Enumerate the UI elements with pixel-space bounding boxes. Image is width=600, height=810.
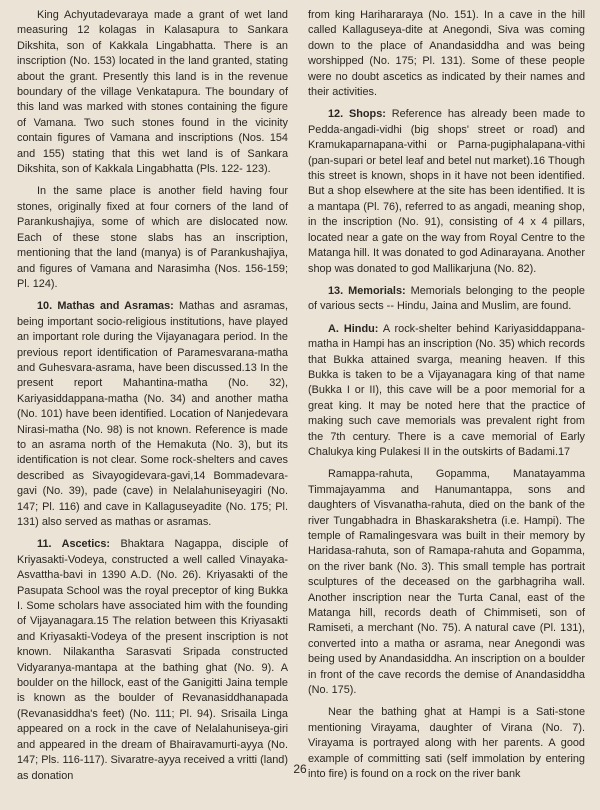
paragraph <box>17 537 288 784</box>
paragraph-text: Near the bathing ghat at Hampi is a Sati-stone mentioning Virayama, daughter of Virana (No. 7). Virayama is portrayed along with her parents. A good example of committing sati (self immolation by entering into fire) is found on a rock on the river bank <box>308 706 585 781</box>
paragraph <box>308 107 585 276</box>
left-column <box>17 8 288 791</box>
paragraph-text: King Achyutadevaraya made a grant of wet land measuring 12 kolagas in Kalasapura to Sankara Dikshita, son of Kakkala Lingabhatta. There is an inscription (No. 153) located in the land granted, stating about the grant. Presently this land is in the revenue boundary of the village Venkatapura. The boundary of this land was marked with stones containing the figure of Vamana. Two such stones found in the vicinity contain figures of Vamana and inscriptions (Nos. 154 and 155) stating that this wet land is of Sankara Dikshita, son of Kakkala Lingabhatta (Pls. 122- 123). <box>17 9 288 176</box>
section-heading: 13. Memorials: <box>328 284 406 297</box>
paragraph <box>308 8 585 100</box>
paragraph <box>308 467 585 698</box>
paragraph-text: A rock-shelter behind Kariyasiddappana-matha in Hampi has an inscription (No. 35) which records that Bukka attained svarga, meaning heaven. If this Bukka is taken to be a Vijayanagara king of that name (Bukka I or II), this cave will be a poor memorial for a great king. It may be noted here that the practice of making such cave memorials was prevalent right from the 7th century. There is a cave memorial of Early Chalukya king Pulakesi II in the outskirts of Badami.17 <box>308 322 585 458</box>
paragraph-text: Memorials belonging to the people of various sects -- Hindu, Jaina and Muslim, are found. <box>308 284 585 313</box>
paragraph-text: Bhaktara Nagappa, disciple of Kriyasakti-Vodeya, constructed a well called Vinayaka-Asvattha-bavi in 1390 A.D. (No. 26). Kriyasakti of the Pasupata School was the royal preceptor of king Bukka I. Some scholars have associated him with the founding of Vijayanagara.15 The relation between this Kriyasakti and Kriyasakti-Vodeya of the present inscription is not known. Nilakantha Sarasvati Sripada constructed Vidyaranya-mantapa at the bathing ghat (No. 9). A boulder on the hillock, east of the Ganigitti Jaina temple is known as the boulder of Revanasiddhanapada (Revanasiddha's feet) (No. 111; Pl. 94). Srisaila Linga appeared on a rock in the cave of Nelalahuniseya-giri and appeared in the dream of Bhairavamurti-ayya (No. 147; Pls. 116-117). Sivaratre-ayya received a vritti (land) as donation <box>17 538 289 782</box>
paragraph-text: from king Harihararaya (No. 151). In a cave in the hill called Kallaguseya-dite at Anegondi, Siva was coming down to the place of Anandasiddha and was being worshipped (No. 175; Pl. 131). Some of these people were no doubt ascetics as indicated by their names and their activities. <box>308 9 585 99</box>
paragraph-text: Mathas and asramas, being important socio-religious institutions, have played an important role during the Vijayanagara period. In the previous report identification of Paramesvarana-matha and Guhesvara-asrama, have been discussed.13 In the present report Mahantina-matha (No. 32), Kariyasiddappana-matha (No. 34) and another matha (No. 101) have been identified. Location of Nanjedevara Nirasi-matha (No. 98) is not known. Reference is made to an asrama north of the Hemakuta (No. 3), but its identification is not clear. Some rock-shelters and caves described as Sivayogidevara-gavi,14 Bommadevara-gavi (No. 39), pade (cave) in Nelalahuniseyagiri (No. 147; Pl. 116) and cave in Kallaguseyadite (No. 175; Pl. 131) also served as mathas or asramas. <box>17 300 288 528</box>
section-heading: 10. Mathas and Asramas: <box>37 300 174 313</box>
paragraph <box>17 184 288 292</box>
paragraph <box>308 322 585 461</box>
paragraph-text: Ramappa-rahuta, Gopamma, Manatayamma Timmajayamma and Hanumantappa, sons and daughters of Visvanatha-rahuta, died on the bank of the river Tungabhadra in Bhaskarakshetra (i.e. Hampi). The temple of Ramalingesvara was built in their memory by Haridasa-rahuta, son of Ramapa-rahuta and Gopamma, on the river bank (No. 3). This small temple has portrait sculptures of the deceased on the garbhagriha wall. Another inscription near the Turta Canal, east of the Matanga hill, records death of Chimmiseti, son of Ramiseti, a merchant (No. 75). A natural cave (Pl. 131), converted into a matha or asrama, near Anegondi was being used by Anandasiddha. An inscription on a boulder in front of the cave records the demise of Anandasiddha (No. 175). <box>308 468 585 697</box>
paragraph <box>17 8 288 177</box>
section-heading: A. Hindu: <box>328 322 379 335</box>
paragraph <box>17 299 288 530</box>
paragraph-text: Reference has already been made to Pedda-angadi-vidhi (big shops' street or road) and Kramukaparnapana-vithi or Parna-pugiphalapana-vithi (pan-supari or betel leaf and betel nut market).16 Though this street is known, shops in it have not been identified. But a shop elsewhere at the site has been identified. It is a mantapa (Pl. 76), referred to as angadi, meaning shop, in the inscription (No. 91), consisting of 4 x 4 pillars, located near a gate on the way from Royal Centre to the Matanga hill. It was donated to god Adinarayana. Another shop was donated to god Mallikarjuna (No. 82). <box>308 108 585 275</box>
right-column <box>308 8 585 790</box>
paragraph <box>308 284 585 315</box>
section-heading: 12. Shops: <box>328 108 386 121</box>
section-heading: 11. Ascetics: <box>37 538 111 551</box>
paragraph-text: In the same place is another field having four stones, originally fixed at four corners of the land of Parankushajiya, some of which are dislocated now. Each of these stone slabs has an inscription, mentioning that the land (manya) is of Parankushajiya, and figures of Vamana and Narasimha (Nos. 156-159; Pl. 124). <box>17 185 288 290</box>
page-number: 26 <box>293 762 307 776</box>
